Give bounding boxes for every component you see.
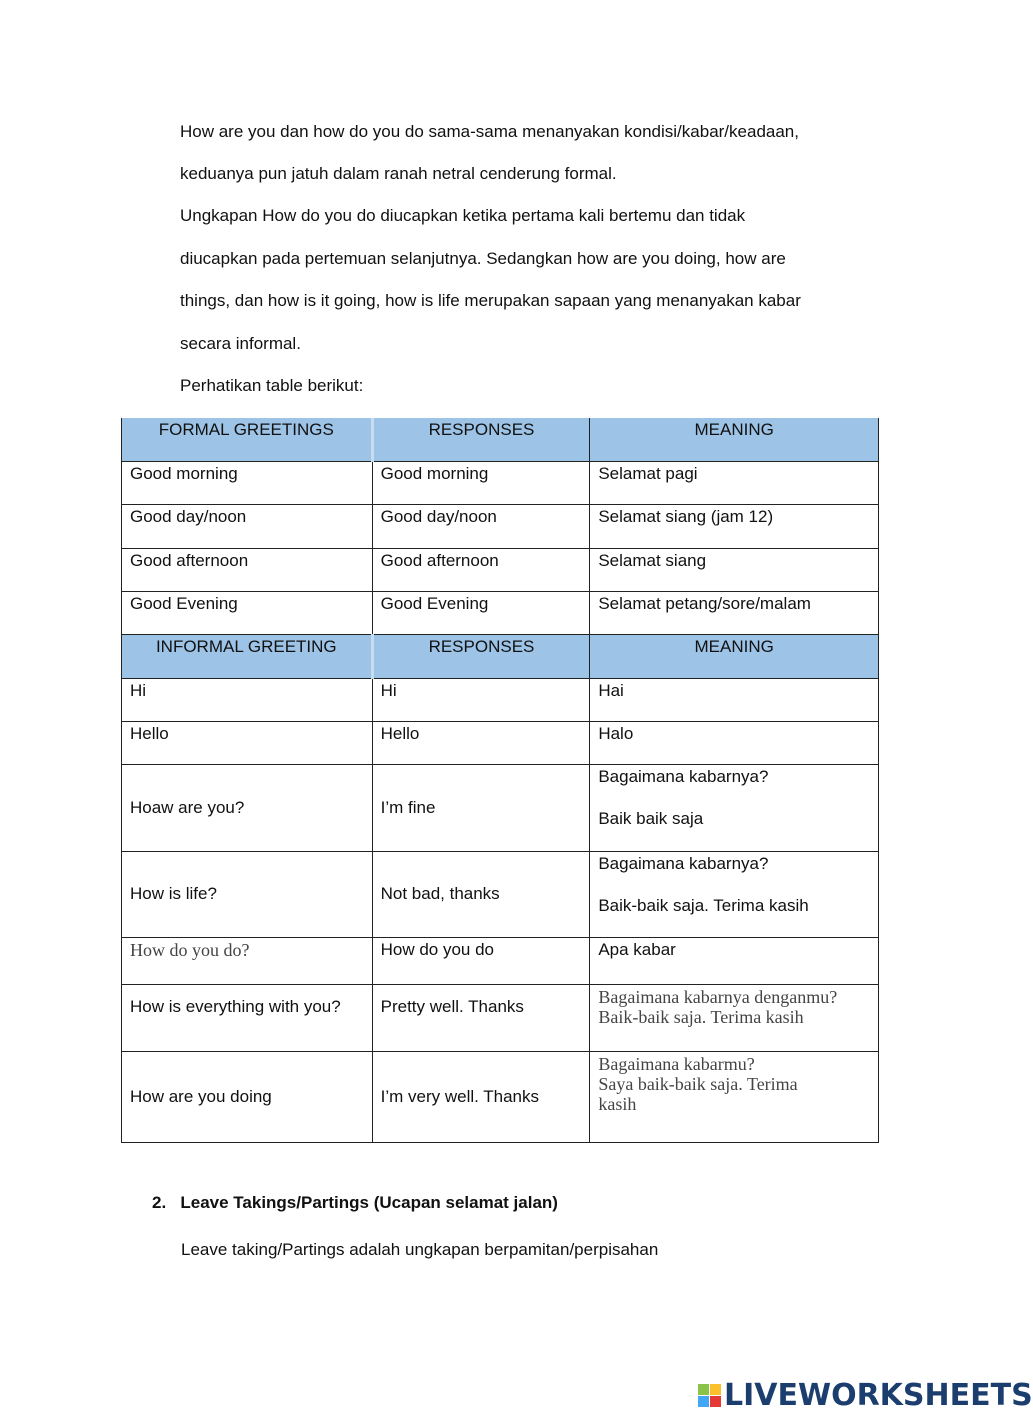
table-row: Good morning Good morning Selamat pagi [122,461,879,504]
table-row: Good Evening Good Evening Selamat petang/sore/malam [122,591,879,634]
logo-text: LIVEWORKSHEETS [724,1378,1033,1413]
liveworksheets-logo [698,1378,1033,1413]
paragraph-line: keduanya pun jatuh dalam ranah netral cenderung formal. [180,164,617,183]
table-header-formal [122,418,879,461]
header-cell: INFORMAL GREETING [122,634,373,678]
paragraph-line: diucapkan pada pertemuan selanjutnya. Sedangkan how are you doing, how are [180,249,786,268]
header-cell: RESPONSES [372,634,590,678]
table-row: Hello Hello Halo [122,721,879,764]
logo-icon [698,1384,721,1407]
table-row: Hi Hi Hai [122,678,879,721]
header-cell: RESPONSES [372,418,590,461]
table-row: Hoaw are you? I’m fine Bagaimana kabarnya? Baik baik saja [122,764,879,851]
table-row: Good day/noon Good day/noon Selamat siang (jam 12) [122,504,879,548]
paragraph-line: secara informal. [180,334,301,353]
table-header-informal [122,634,879,678]
table-row: Good afternoon Good afternoon Selamat siang [122,548,879,591]
paragraph-line: Ungkapan How do you do diucapkan ketika pertama kali bertemu dan tidak [180,206,746,225]
paragraph-line: Perhatikan table berikut: [180,376,364,395]
paragraph-line: How are you dan how do you do sama-sama menanyakan kondisi/kabar/keadaan, [180,122,799,141]
header-cell: MEANING [590,418,879,461]
table-row: How is life? Not bad, thanks Bagaimana kabarnya? Baik-baik saja. Terima kasih [122,851,879,937]
section-text: Leave taking/Partings adalah ungkapan berpamitan/perpisahan [181,1240,659,1259]
table-row: How are you doing I’m very well. Thanks Bagaimana kabarmu? Saya baik-baik saja. Terima kasih [122,1051,879,1142]
paragraph-line: things, dan how is it going, how is life merupakan sapaan yang menanyakan kabar [180,291,801,310]
greetings-table [121,418,879,1143]
section-heading: 2. Leave Takings/Partings (Ucapan selamat jalan) [152,1193,558,1212]
table-row: How do you do? How do you do Apa kabar [122,937,879,984]
table-row: How is everything with you? Pretty well. Thanks Bagaimana kabarnya denganmu? Baik-baik saja. Terima kasih [122,984,879,1051]
header-cell: MEANING [590,634,879,678]
header-cell: FORMAL GREETINGS [122,418,373,461]
